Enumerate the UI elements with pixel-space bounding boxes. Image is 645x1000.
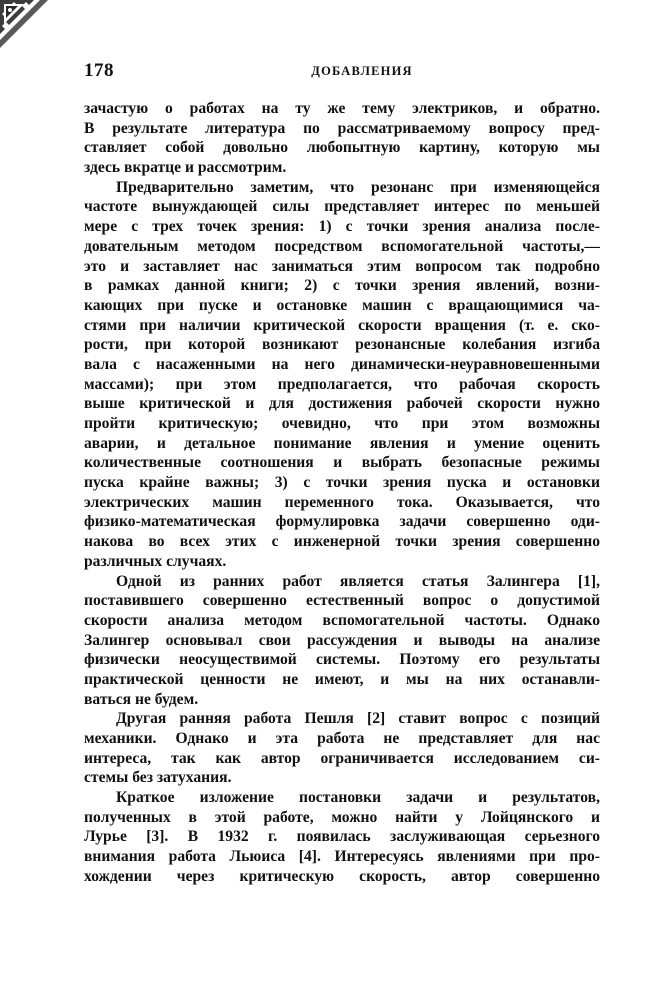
text-line: частоте вынуждающей силы представляет интерес по меньшей xyxy=(84,198,600,216)
text-line: интереса, так как автор ограничивается исследованием си- xyxy=(84,749,600,767)
text-line: Одной из ранних работ является статья Залингера [1], xyxy=(116,572,600,590)
text-line: электрических машин переменного тока. Оказывается, что xyxy=(84,493,600,511)
text-line: выше критической и для достижения рабочей скорости нужно xyxy=(84,395,600,413)
text-line: Краткое изложение постановки задачи и результатов, xyxy=(116,789,600,807)
corner-ornament-icon xyxy=(0,0,48,48)
page-header xyxy=(84,60,600,88)
text-line: ставляет собой довольно любопытную картину, которую мы xyxy=(84,139,600,157)
text-line: хождении через критическую скорость, автор совершенно xyxy=(84,867,600,885)
text-line: внимания работа Льюиса [4]. Интересуясь явлениями при про- xyxy=(84,848,600,866)
text-line: пройти критическую; очевидно, что при этом возможны xyxy=(84,415,600,432)
text-line: стемы без затухания. xyxy=(84,769,232,787)
text-line: практической ценности не имеют, и мы на них останавли- xyxy=(84,670,600,688)
text-line: количественные соотношения и выбрать безопасные режимы xyxy=(84,454,600,472)
text-line: кающих при пуске и остановке машин с вращающимися ча- xyxy=(84,296,600,314)
text-line: накова во всех этих с инженерной точки зрения совершенно xyxy=(84,533,600,551)
text-line: довательным методом посредством вспомогательной частоты,— xyxy=(84,237,600,255)
page-number: 178 xyxy=(84,60,114,81)
text-line: Другая ранняя работа Пешля [2] ставит вопрос с позиций xyxy=(116,710,600,728)
text-line: аварии, и детальное понимание явления и умение оценить xyxy=(84,434,600,452)
text-line: Залингер основывал свои рассуждения и выводы на анализе xyxy=(84,631,600,649)
text-line: мере с трех точек зрения: 1) с точки зрения анализа после- xyxy=(84,218,600,236)
paragraph-4 xyxy=(84,709,600,788)
text-line: рости, при которой возникают резонансные колебания изгиба xyxy=(84,336,600,354)
text-line: Лурье [3]. В 1932 г. появилась заслуживающая серьезного xyxy=(84,828,600,846)
text-line: физически неосуществимой системы. Поэтому его результаты xyxy=(84,651,600,669)
paragraph-2 xyxy=(84,178,600,572)
paragraph-5 xyxy=(84,788,600,886)
text-line: скорости анализа методом вспомогательной частоты. Однако xyxy=(84,611,600,629)
text-line: здесь вкратце и рассмотрим. xyxy=(84,159,287,177)
text-line: вала с насаженными на него динамически-неуравновешенными xyxy=(84,355,600,373)
text-line: Предварительно заметим, что резонанс при изменяющейся xyxy=(116,178,600,196)
text-line: различных случаях. xyxy=(84,552,227,570)
paragraph-1 xyxy=(84,99,600,178)
running-title: ДОБАВЛЕНИЯ xyxy=(311,64,413,78)
text-body xyxy=(84,99,600,887)
text-line: полученных в этой работе, можно найти у Лойцянского и xyxy=(84,808,600,826)
text-line: физико-математическая формулировка задачи совершенно оди- xyxy=(84,513,600,531)
text-line: механики. Однако и эта работа не представляет для нас xyxy=(84,730,600,747)
text-line: стями при наличии критической скорости вращения (т. е. ско- xyxy=(84,316,600,334)
paragraph-3 xyxy=(84,572,600,710)
text-line: ваться не будем. xyxy=(84,690,199,708)
text-line: зачастую о работах на ту же тему электриков, и обратно. xyxy=(84,100,600,117)
text-line: в рамках данной книги; 2) с точки зрения явлений, возни- xyxy=(84,277,600,295)
text-line: пуска крайне важны; 3) с точки зрения пуска и остановки xyxy=(84,474,600,492)
text-line: массами); при этом предполагается, что рабочая скорость xyxy=(84,375,600,393)
text-line: поставившего совершенно естественный вопрос о допустимой xyxy=(84,592,600,610)
text-line: это и заставляет нас заниматься этим вопросом так подробно xyxy=(84,257,600,275)
text-line: В результате литература по рассматриваемому вопросу пред- xyxy=(84,119,600,137)
